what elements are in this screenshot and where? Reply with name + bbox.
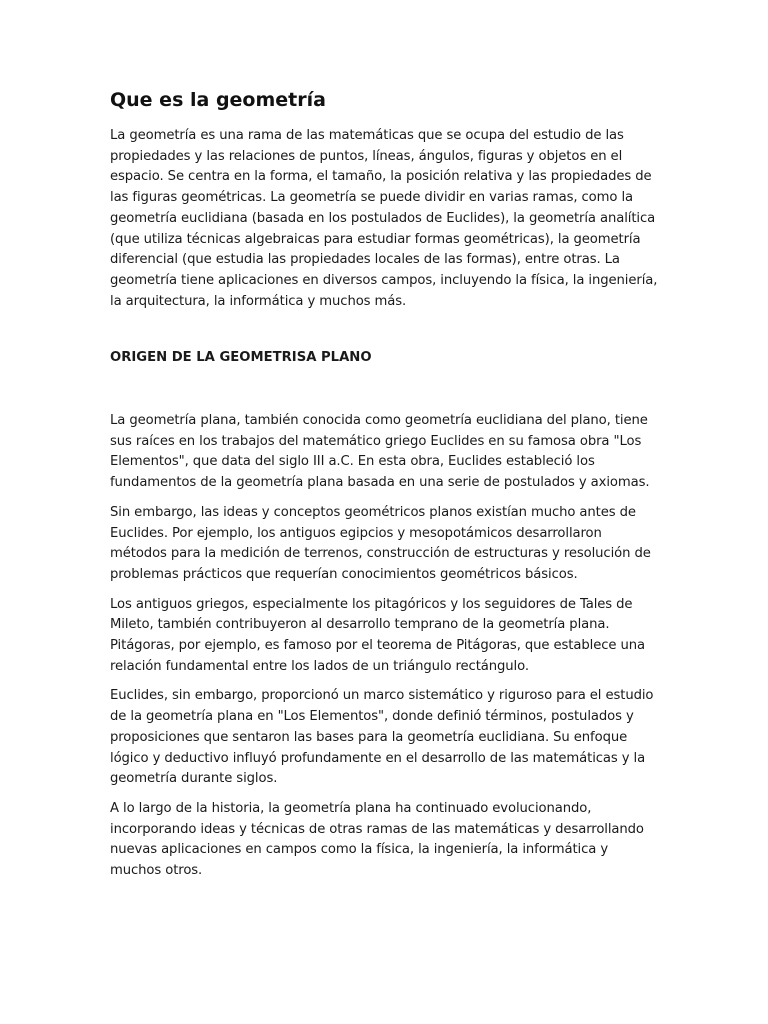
section-heading: ORIGEN DE LA GEOMETRISA PLANO — [110, 350, 372, 366]
body-paragraph: Los antiguos griegos, especialmente los pitagóricos y los seguidores de Tales de Mileto, también contribuyeron al desarrollo temprano de la geometría plana. Pitágoras, por ejemplo, es famoso por el teorema de Pitágoras, que establece una relación fundamental entre los lados de un triángulo rectángulo. — [110, 596, 645, 674]
body-paragraph: La geometría plana, también conocida como geometría euclidiana del plano, tiene sus raíces en los trabajos del matemático griego Euclides en su famosa obra "Los Elementos", que data del siglo III a.C. En esta obra, Euclides estableció los fundamentos de la geometría plana basada en una serie de postulados y axiomas. — [110, 413, 650, 491]
page-title: Que es la geometría — [110, 89, 326, 111]
body-paragraph: A lo largo de la historia, la geometría plana ha continuado evolucionando, incorporando ideas y técnicas de otras ramas de las matemáticas y desarrollando nuevas aplicaciones en campos como la física, la ingeniería, la informática y muchos otros. — [110, 800, 644, 879]
body-paragraph: Euclides, sin embargo, proporcionó un marco sistemático y riguroso para el estudio de la geometría plana en "Los Elementos", donde definió términos, postulados y proposiciones que sentaron las bases para la geometría euclidiana. Su enfoque lógico y deductivo influyó profundamente en el desarrollo de las matemáticas y la geometría durante siglos. — [110, 688, 654, 787]
intro-paragraph: La geometría es una rama de las matemáticas que se ocupa del estudio de las propiedades y las relaciones de puntos, líneas, ángulos, figuras y objetos en el espacio. Se centra en la forma, el tamaño, la posición relativa y las propiedades de las figuras geométricas. La geometría se puede dividir en varias ramas, como la geometría euclidiana (basada en los postulados de Euclides), la geometría analítica (que utiliza técnicas algebraicas para estudiar formas geométricas), la geometría diferencial (que estudia las propiedades locales de las formas), entre otras. La geometría tiene aplicaciones en diversos campos, incluyendo la física, la ingeniería, la arquitectura, la informática y muchos más. — [110, 128, 658, 309]
body-paragraph: Sin embargo, las ideas y conceptos geométricos planos existían mucho antes de Euclides. Por ejemplo, los antiguos egipcios y mesopotámicos desarrollaron métodos para la medición de terrenos, construcción de estructuras y resolución de problemas prácticos que requerían conocimientos geométricos básicos. — [110, 504, 651, 582]
document-page — [110, 86, 660, 891]
